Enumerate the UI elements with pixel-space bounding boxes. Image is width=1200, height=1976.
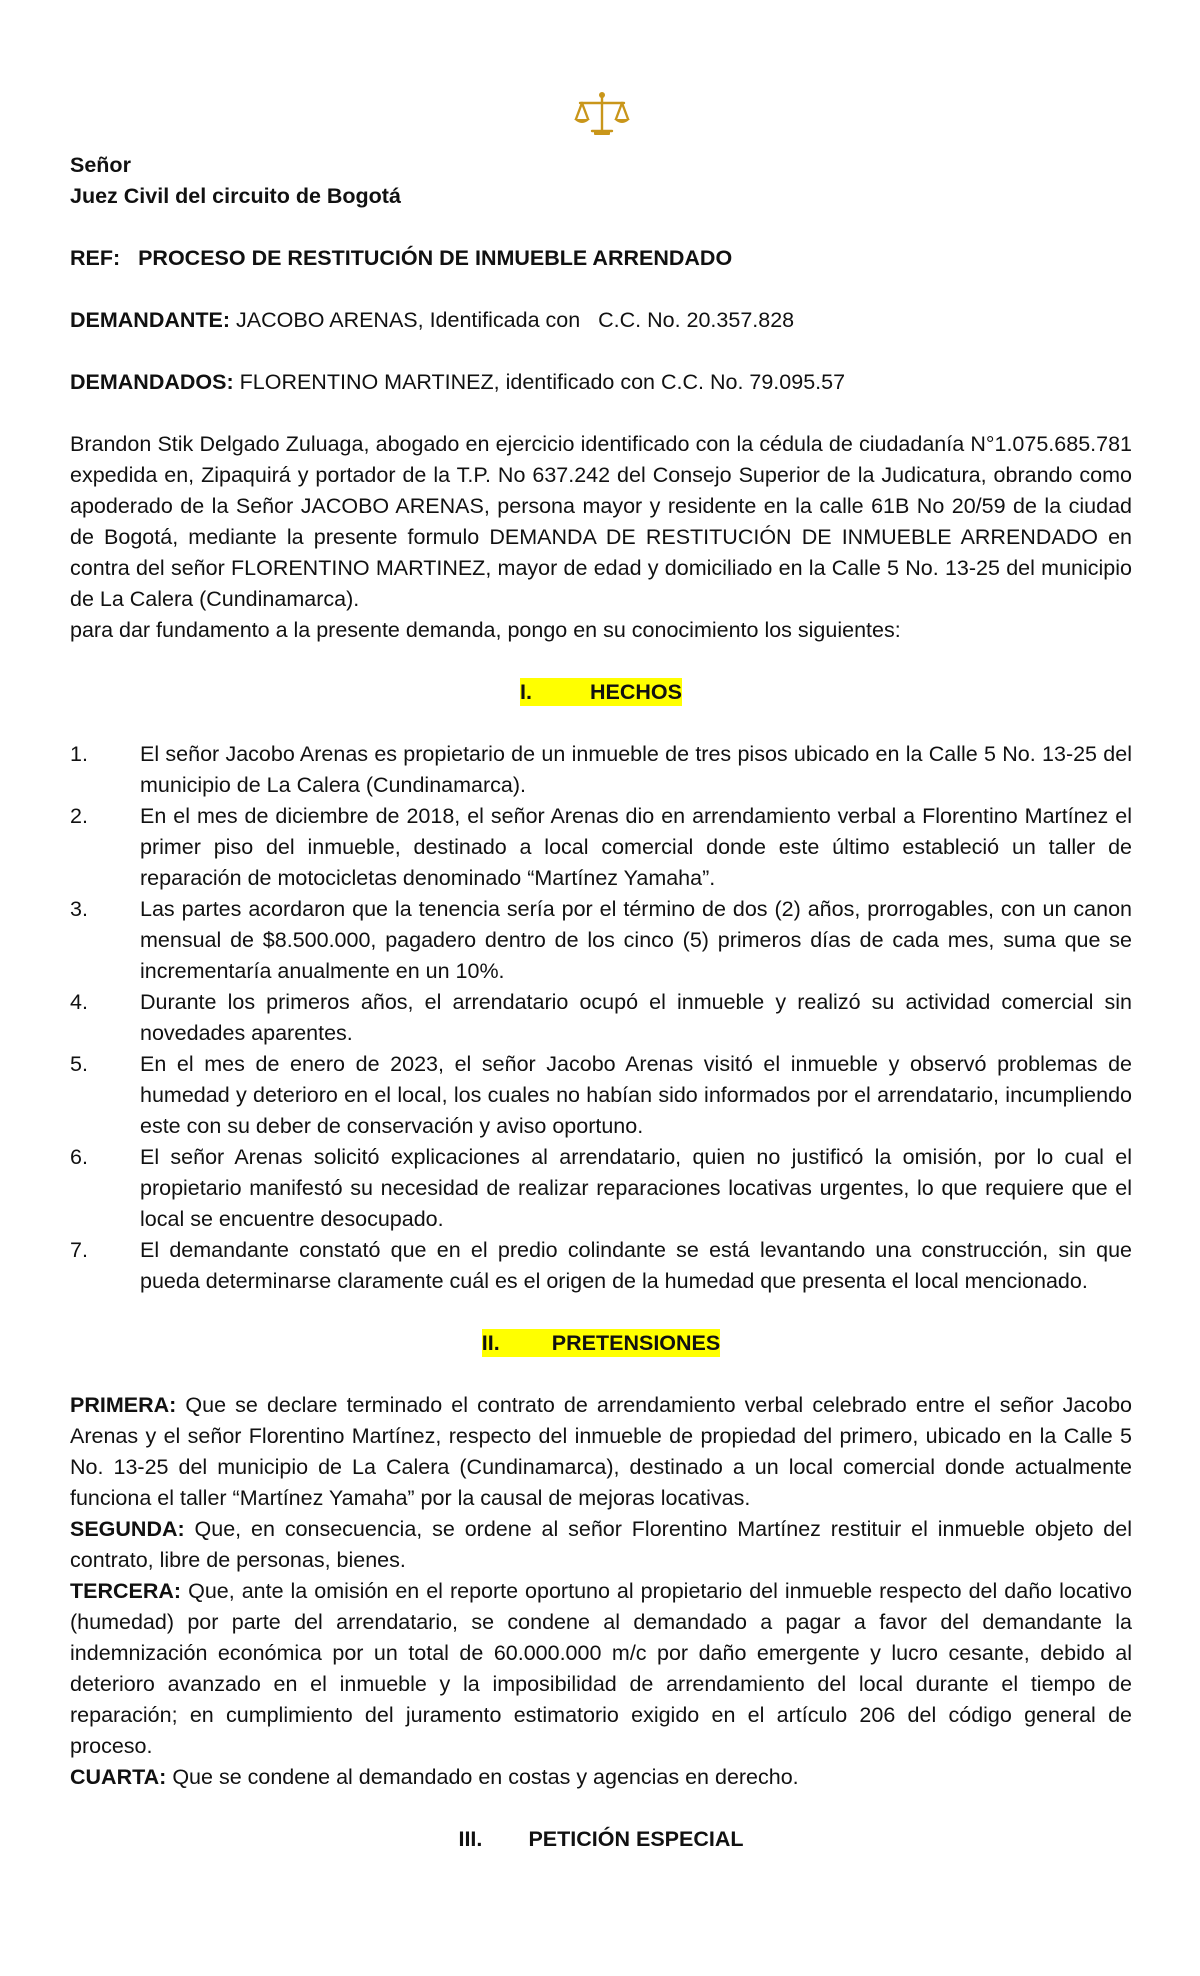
pretension-primera — [70, 1390, 1132, 1514]
pretension-tercera — [70, 1576, 1132, 1762]
hechos-number: I. — [520, 680, 532, 704]
cuarta-label: CUARTA: — [70, 1765, 167, 1789]
list-item — [70, 801, 1132, 894]
item-text: El señor Arenas solicitó explicaciones al arrendatario, quien no justificó la omisión, por lo cual el propietario manifestó su necesidad de realizar reparaciones locativas urgentes, lo que requiere que el local se encuentre desocupado. — [140, 1145, 1132, 1231]
pretension-segunda — [70, 1514, 1132, 1576]
list-item — [70, 987, 1132, 1049]
item-text: En el mes de enero de 2023, el señor Jacobo Arenas visitó el inmueble y observó problemas de humedad y deterioro en el local, los cuales no habían sido informados por el arrendatario, incumpliendo este con su deber de conservación y aviso oportuno. — [140, 1052, 1132, 1138]
item-number: 7. — [70, 1238, 88, 1262]
cuarta-text: Que se condene al demandado en costas y agencias en derecho. — [172, 1765, 799, 1789]
primera-text: Que se declare terminado el contrato de arrendamiento verbal celebrado entre el señor Jacobo Arenas y el señor Florentino Martínez, respecto del inmueble de propiedad del primero, ubicado en la Calle 5 No. 13-25 del municipio de La Calera (Cundinamarca), destinado a un local comercial donde actualmente funciona el taller “Martínez Yamaha” por la causal de mejoras locativas. — [70, 1393, 1132, 1510]
section-heading-pretensiones — [70, 1328, 1132, 1359]
peticion-title: PETICIÓN ESPECIAL — [528, 1827, 744, 1851]
item-text: Las partes acordaron que la tenencia sería por el término de dos (2) años, prorrogables, con un canon mensual de $8.500.000, pagadero dentro de los cinco (5) primeros días de cada mes, suma que se incrementaría anualmente en un 10%. — [140, 897, 1132, 983]
demandante-text: JACOBO ARENAS, Identificada con C.C. No. 20.357.828 — [236, 308, 795, 332]
demandados-line — [70, 367, 1132, 398]
item-number: 4. — [70, 990, 88, 1014]
item-number: 6. — [70, 1145, 88, 1169]
intro-paragraph: Brandon Stik Delgado Zuluaga, abogado en ejercicio identificado con la cédula de ciudadanía N°1.075.685.781 expedida en, Zipaquirá y portador de la T.P. No 637.242 del Consejo Superior de la Judicatura, obrando como apoderado de la Señor JACOBO ARENAS, persona mayor y residente en la calle 61B No 20/59 de la ciudad de Bogotá, mediante la presente formulo DEMANDA DE RESTITUCIÓN DE INMUEBLE ARRENDADO en contra del señor FLORENTINO MARTINEZ, mayor de edad y domiciliado en la Calle 5 No. 13-25 del municipio de La Calera (Cundinamarca). — [70, 432, 1132, 611]
intro-closing: para dar fundamento a la presente demanda, pongo en su conocimiento los siguientes: — [70, 618, 901, 642]
pretensiones-heading-highlight — [482, 1329, 720, 1357]
demandados-label: DEMANDADOS: — [70, 370, 234, 394]
list-item — [70, 1049, 1132, 1142]
pretension-cuarta — [70, 1762, 1132, 1793]
pretensiones-title: PRETENSIONES — [551, 1331, 721, 1355]
pretensiones-number: II. — [481, 1331, 500, 1355]
hechos-title: HECHOS — [590, 680, 682, 704]
section-heading-peticion — [70, 1824, 1132, 1855]
list-item — [70, 894, 1132, 987]
peticion-number: III. — [458, 1827, 483, 1851]
list-item — [70, 1235, 1132, 1297]
segunda-label: SEGUNDA: — [70, 1517, 185, 1541]
primera-label: PRIMERA: — [70, 1393, 177, 1417]
item-text: El señor Jacobo Arenas es propietario de un inmueble de tres pisos ubicado en la Calle 5 No. 13-25 del municipio de La Calera (Cundinamarca). — [140, 742, 1132, 797]
item-text: Durante los primeros años, el arrendatario ocupó el inmueble y realizó su actividad comercial sin novedades aparentes. — [140, 990, 1132, 1045]
item-number: 2. — [70, 804, 88, 828]
item-number: 5. — [70, 1052, 88, 1076]
reference-line — [70, 243, 1132, 274]
item-text: El demandante constató que en el predio colindante se está levantando una construcción, sin que pueda determinarse claramente cuál es el origen de la humedad que presenta el local mencionado. — [140, 1238, 1132, 1293]
addressee: Juez Civil del circuito de Bogotá — [70, 184, 401, 208]
demandante-line — [70, 305, 1132, 336]
tercera-label: TERCERA: — [70, 1579, 182, 1603]
item-number: 1. — [70, 742, 88, 766]
list-item — [70, 1142, 1132, 1235]
demandados-text: FLORENTINO MARTINEZ, identificado con C.C. No. 79.095.57 — [239, 370, 846, 394]
demandante-label: DEMANDANTE: — [70, 308, 231, 332]
item-text: En el mes de diciembre de 2018, el señor Arenas dio en arrendamiento verbal a Florentino Martínez el primer piso del inmueble, destinado a local comercial donde este último estableció un taller de reparación de motocicletas denominado “Martínez Yamaha”. — [140, 804, 1132, 890]
ref-label: REF: — [70, 246, 121, 270]
hechos-list — [70, 739, 1132, 1297]
ref-text: PROCESO DE RESTITUCIÓN DE INMUEBLE ARRENDADO — [138, 246, 733, 270]
item-number: 3. — [70, 897, 88, 921]
peticion-heading — [458, 1827, 743, 1851]
tercera-text: Que, ante la omisión en el reporte oportuno al propietario del inmueble respecto del daño locativo (humedad) por parte del arrendatario, se condene al demandado a pagar a favor del demandante la indemnización económica por un total de 60.000.000 m/c por daño emergente y lucro cesante, debido al deterioro avanzado en el inmueble y la imposibilidad de arrendamiento del local durante el tiempo de reparación; en cumplimiento del juramento estimatorio exigido en el artículo 206 del código general de proceso. — [70, 1579, 1132, 1758]
salutation: Señor — [70, 153, 131, 177]
list-item — [70, 739, 1132, 801]
hechos-heading-highlight — [520, 678, 682, 706]
addressee-block — [70, 150, 1132, 212]
scales-of-justice-icon — [572, 90, 632, 138]
segunda-text: Que, en consecuencia, se ordene al señor Florentino Martínez restituir el inmueble objeto del contrato, libre de personas, bienes. — [70, 1517, 1132, 1572]
section-heading-hechos — [70, 677, 1132, 708]
